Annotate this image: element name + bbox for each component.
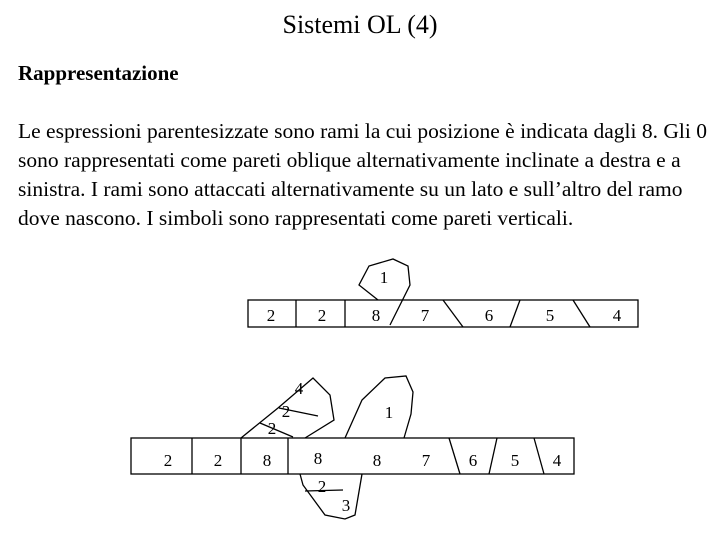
bottom-label: 2 (163, 451, 173, 470)
bottom-label: 8 (372, 451, 382, 470)
top-label: 7 (420, 306, 430, 325)
bottom-oblique-wall-left (489, 438, 497, 474)
slide-title: Sistemi OL (4) (282, 10, 438, 39)
upper-branch-label: 2 (267, 419, 277, 438)
bottom-right-branch (345, 376, 413, 438)
bottom-oblique-wall-right (534, 438, 544, 474)
bottom-label: 6 (468, 451, 478, 470)
top-diagram (248, 259, 638, 327)
section-heading: Rappresentazione (18, 61, 179, 85)
lower-branch-label: 2 (317, 477, 327, 496)
bottom-lower-branch (300, 474, 362, 519)
bottom-label: 4 (552, 451, 562, 470)
top-label: 6 (484, 306, 494, 325)
upper-branch-label: 2 (281, 402, 291, 421)
right-branch-label: 1 (384, 403, 394, 422)
bottom-label: 2 (213, 451, 223, 470)
upper-branch-wall (260, 423, 293, 437)
bottom-label: 7 (421, 451, 431, 470)
bottom-oblique-wall-right (449, 438, 460, 474)
bottom-label: 5 (510, 451, 520, 470)
top-main-branch (248, 300, 638, 327)
bottom-main-branch (131, 438, 574, 474)
top-label: 2 (317, 306, 327, 325)
top-oblique-wall-left (510, 300, 520, 327)
top-label: 5 (545, 306, 555, 325)
top-branch-label: 1 (379, 268, 389, 287)
top-oblique-wall-right (573, 300, 590, 327)
top-oblique-wall-right (443, 300, 463, 327)
bottom-diagram (131, 376, 574, 519)
top-label: 2 (266, 306, 276, 325)
bottom-label: 8 (313, 449, 323, 468)
top-label: 8 (371, 306, 381, 325)
description-paragraph: Le espressioni parentesizzate sono rami la cui posizione è indicata dagli 8. Gli 0 sono rappresentati come pareti oblique alternativamente inclinate a destra e a sinistra. I rami sono attaccati alternativamente su un lato e sull’altro del ramo dove nascono. I simboli sono rappresentati come pareti verticali. (18, 119, 707, 230)
upper-branch-label: 4 (294, 379, 304, 398)
top-label: 4 (612, 306, 622, 325)
lower-branch-label: 3 (341, 496, 351, 515)
bottom-label: 8 (262, 451, 272, 470)
